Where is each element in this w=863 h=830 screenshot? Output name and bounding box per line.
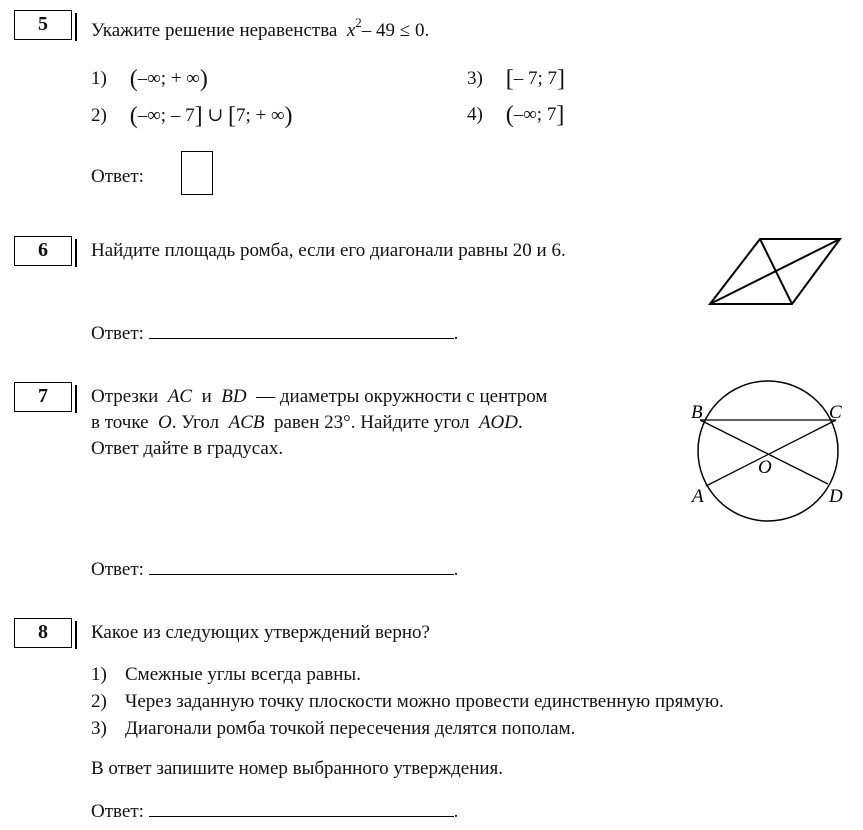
text: . Угол bbox=[171, 412, 220, 433]
option-number: 4) bbox=[467, 104, 483, 125]
label-b: B bbox=[691, 402, 703, 423]
option-body: –∞; + ∞ bbox=[137, 68, 200, 89]
option-number: 3) bbox=[467, 68, 483, 89]
bracket: ( bbox=[129, 103, 138, 129]
task-5-answer-box[interactable] bbox=[181, 151, 213, 195]
task-6-prompt: Найдите площадь ромба, если его диагонали равны 20 и 6. bbox=[91, 240, 566, 261]
angle-aod: AOD bbox=[478, 412, 518, 433]
task-8-answer-end: . bbox=[453, 801, 459, 822]
task-6-number: 6 bbox=[14, 236, 72, 266]
task-6-answer bbox=[91, 322, 458, 345]
bracket: ( bbox=[129, 66, 138, 92]
point-o: O bbox=[158, 412, 172, 433]
union-sign: ∪ bbox=[207, 105, 224, 126]
statement-text: Через заданную точку плоскости можно провести единственную прямую. bbox=[125, 691, 724, 712]
text: равен 23°. Найдите угол bbox=[274, 412, 470, 433]
text: — диаметры окружности с центром bbox=[256, 386, 548, 407]
option-body-2: 7; + ∞ bbox=[236, 105, 285, 126]
task-6-answer-line[interactable] bbox=[149, 322, 454, 339]
task-6-answer-end: . bbox=[453, 323, 459, 344]
rhombus-figure bbox=[700, 232, 850, 312]
label-c: C bbox=[829, 402, 842, 423]
statement-text: Диагонали ромба точкой пересечения делятся пополам. bbox=[125, 718, 576, 739]
bracket: [ bbox=[228, 103, 236, 129]
task-7-answer-label: Ответ: bbox=[91, 559, 144, 580]
task-5-option-4 bbox=[467, 104, 564, 126]
option-number: 2) bbox=[91, 105, 107, 126]
option-body: – 7; 7 bbox=[513, 68, 558, 89]
task-5-prompt-end: . bbox=[424, 20, 430, 41]
task-6-answer-label: Ответ: bbox=[91, 323, 144, 344]
circle-figure bbox=[688, 378, 858, 528]
task-7-line-2 bbox=[91, 412, 523, 434]
label-a: A bbox=[692, 486, 704, 507]
task-7-line-3: Ответ дайте в градусах. bbox=[91, 438, 284, 459]
segment-bd: BD bbox=[221, 386, 247, 407]
bracket: ( bbox=[505, 102, 514, 128]
task-7-answer bbox=[91, 558, 458, 581]
task-8-statement-2 bbox=[91, 691, 724, 713]
task-8-answer bbox=[91, 800, 458, 823]
task-5-math-base: x bbox=[346, 20, 356, 41]
label-o: O bbox=[758, 457, 772, 478]
task-5-math-exp: 2 bbox=[355, 15, 362, 30]
task-7-number: 7 bbox=[14, 382, 72, 412]
option-body: –∞; 7 bbox=[513, 104, 557, 125]
task-5-math-rest: – 49 ≤ 0 bbox=[361, 20, 425, 41]
label-d: D bbox=[829, 486, 843, 507]
task-8-prompt: Какое из следующих утверждений верно? bbox=[91, 622, 430, 643]
task-5-prompt-text: Укажите решение неравенства bbox=[91, 20, 338, 41]
statement-number: 2) bbox=[91, 691, 107, 712]
task-8-answer-line[interactable] bbox=[149, 800, 454, 817]
bracket: [ bbox=[505, 66, 514, 92]
task-8-statement-1 bbox=[91, 664, 361, 686]
statement-text: Смежные углы всегда равны. bbox=[125, 664, 361, 685]
task-7-answer-end: . bbox=[453, 559, 459, 580]
task-5-answer-label: Ответ: bbox=[91, 166, 144, 187]
statement-number: 1) bbox=[91, 664, 107, 685]
segment-ac: AC bbox=[167, 386, 193, 407]
bracket: ) bbox=[284, 103, 293, 129]
option-body: –∞; – 7 bbox=[137, 105, 195, 126]
circle bbox=[698, 381, 838, 521]
bracket: ] bbox=[556, 102, 565, 128]
bracket: ) bbox=[199, 66, 208, 92]
task-8-answer-label: Ответ: bbox=[91, 801, 144, 822]
angle-acb: ACB bbox=[228, 412, 265, 433]
bracket: ] bbox=[194, 103, 203, 129]
task-8-number: 8 bbox=[14, 618, 72, 648]
task-7-answer-line[interactable] bbox=[149, 558, 454, 575]
task-7-line-1 bbox=[91, 386, 547, 408]
option-number: 1) bbox=[91, 68, 107, 89]
rhombus-diagonal-short bbox=[760, 239, 792, 304]
task-5-number: 5 bbox=[14, 10, 72, 40]
task-5-option-1 bbox=[91, 68, 208, 90]
task-5-option-2 bbox=[91, 104, 293, 127]
task-5-prompt bbox=[91, 15, 430, 42]
text: в точке bbox=[91, 412, 149, 433]
bracket: ] bbox=[557, 66, 566, 92]
task-5-option-3 bbox=[467, 68, 565, 90]
text: Отрезки bbox=[91, 386, 159, 407]
statement-number: 3) bbox=[91, 718, 107, 739]
text: и bbox=[201, 386, 212, 407]
text: . bbox=[518, 412, 523, 433]
task-8-instruction: В ответ запишите номер выбранного утверждения. bbox=[91, 758, 504, 779]
task-8-statement-3 bbox=[91, 718, 575, 740]
